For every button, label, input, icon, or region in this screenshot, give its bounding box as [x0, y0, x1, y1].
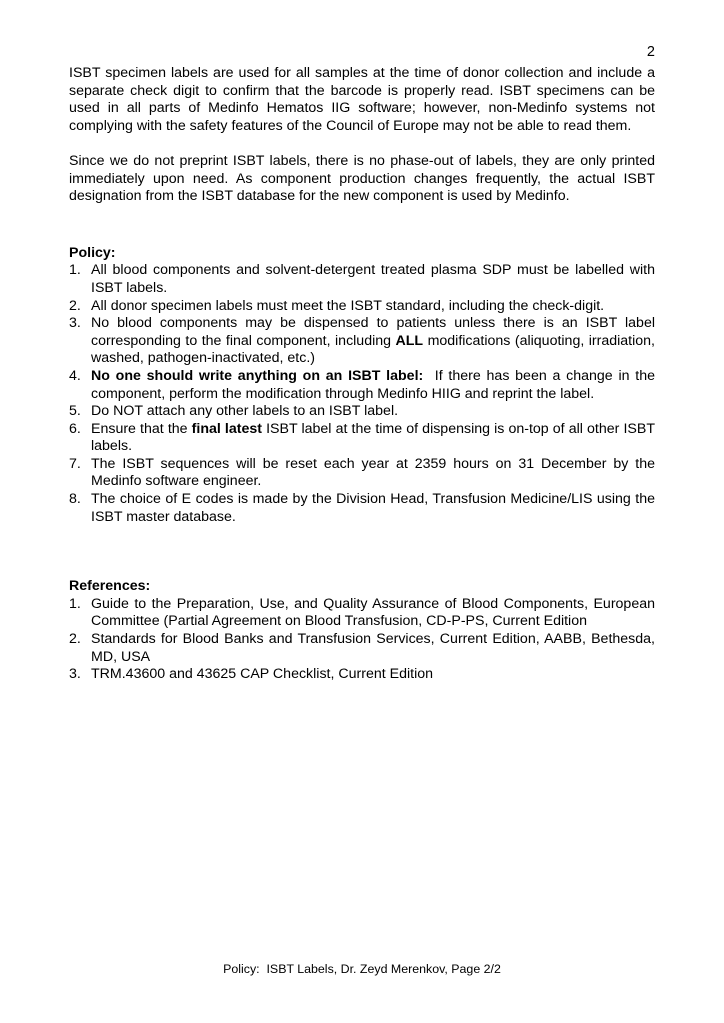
reference-item: 1. Guide to the Preparation, Use, and Quality Assurance of Blood Components, European Committee (Partial Agreement on Blood Transfusion, CD-P-PS, Current Edition [69, 595, 655, 630]
policy-item: 6. Ensure that the final latest ISBT label at the time of dispensing is on-top of all other ISBT labels. [69, 420, 656, 455]
page-number: 2 [646, 44, 655, 60]
reference-item: 3. TRM.43600 and 43625 CAP Checklist, Current Edition [69, 666, 433, 683]
policy-item: 1. All blood components and solvent-detergent treated plasma SDP must be labelled with ISBT labels. [69, 262, 655, 296]
reference-item: 2. Standards for Blood Banks and Transfusion Services, Current Edition, AABB, Bethesda, MD, USA [69, 631, 655, 665]
page-footer: Policy: ISBT Labels, Dr. Zeyd Merenkov, Page 2/2 [223, 962, 501, 976]
policy-item: 8. The choice of E codes is made by the Division Head, Transfusion Medicine/LIS using the ISBT master database. [69, 491, 655, 525]
policy-list [69, 262, 659, 526]
policy-item: 5. Do NOT attach any other labels to an ISBT label. [69, 403, 399, 420]
references-heading: References: [69, 578, 151, 595]
policy-item: 7. The ISBT sequences will be reset each year at 2359 hours on 31 December by the Medinfo software engineer. [69, 455, 655, 490]
policy-item: 2. All donor specimen labels must meet the ISBT standard, including the check-digit. [69, 297, 605, 314]
document-body [69, 65, 659, 684]
policy-heading: Policy: [69, 244, 116, 261]
references-list [69, 596, 655, 684]
policy-item: 3. No blood components may be dispensed to patients unless there is an ISBT label corresponding to the final component, including ALL modifications (aliquoting, irradiation, washed, pathogen-inactivated, etc.) [69, 315, 655, 367]
intro-paragraph-2: Since we do not preprint ISBT labels, there is no phase-out of labels, they are only printed immediately upon need. As component production changes frequently, the actual ISBT designation from the ISBT database for the new component is used by Medinfo. [69, 152, 655, 205]
intro-paragraph-1: ISBT specimen labels are used for all samples at the time of donor collection and include a separate check digit to confirm that the barcode is properly read. ISBT specimens can be used in all parts of Medinfo Hematos IIG software; however, non-Medinfo systems not complying with the safety features of the Council of Europe may not be able to read them. [69, 65, 655, 134]
policy-item: 4. No one should write anything on an ISBT label: If there has been a change in the component, perform the modification through Medinfo HIIG and reprint the label. [69, 367, 659, 402]
